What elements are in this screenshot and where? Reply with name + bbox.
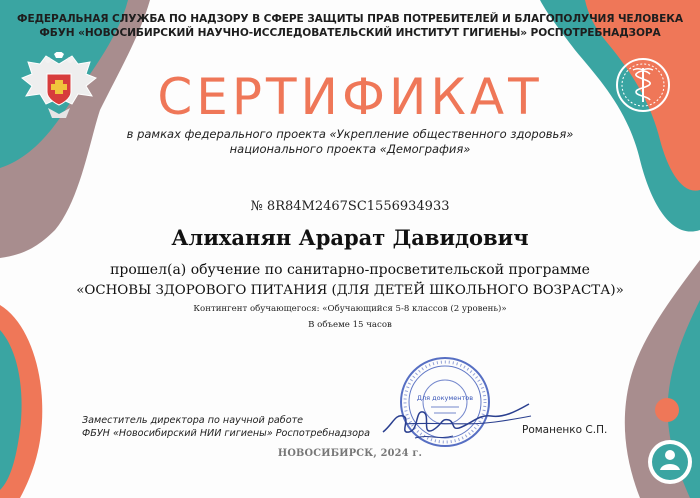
header-institute-line: ФБУН «НОВОСИБИРСКИЙ НАУЧНО-ИССЛЕДОВАТЕЛЬСКИЙ ИНСТИТУТ ГИГИЕНЫ» РОСПОТРЕБНАДЗОРА xyxy=(39,27,661,39)
handwritten-signature xyxy=(375,394,535,450)
child-figure-icon xyxy=(648,440,692,484)
issue-city-year: НОВОСИБИРСК, 2024 г. xyxy=(277,448,423,459)
signatory-organization: ФБУН «Новосибирский НИИ гигиены» Роспотребнадзора xyxy=(82,428,370,439)
signatory-position: Заместитель директора по научной работе xyxy=(82,415,304,426)
program-name: «ОСНОВЫ ЗДОРОВОГО ПИТАНИЯ (ДЛЯ ДЕТЕЙ ШКОЛЬНОГО ВОЗРАСТА)» xyxy=(76,283,624,298)
certificate-title: СЕРТИФИКАТ xyxy=(157,68,543,126)
federal-project-subtitle: в рамках федерального проекта «Укрепление общественного здоровья» xyxy=(126,127,574,141)
recipient-name: Алиханян Арарат Давидович xyxy=(171,225,529,250)
hours-text: В объеме 15 часов xyxy=(308,320,392,330)
certificate-number: № 8R84M2467SC1556934933 xyxy=(250,199,450,214)
training-statement: прошел(а) обучение по санитарно-просветительской программе xyxy=(110,262,590,278)
stamp-text: Для документов xyxy=(416,394,474,402)
national-project-subtitle: национального проекта «Демография» xyxy=(229,142,471,156)
signatory-name: Романенко С.П. xyxy=(522,424,608,436)
contingent-text: Контингент обучающегося: «Обучающийся 5-8 классов (2 уровень)» xyxy=(193,304,507,314)
right-coral-dot xyxy=(655,398,679,422)
header-agency-line: ФЕДЕРАЛЬНАЯ СЛУЖБА ПО НАДЗОРУ В СФЕРЕ ЗАЩИТЫ ПРАВ ПОТРЕБИТЕЛЕЙ И БЛАГОПОЛУЧИЯ ЧЕЛОВЕКА xyxy=(17,13,683,25)
